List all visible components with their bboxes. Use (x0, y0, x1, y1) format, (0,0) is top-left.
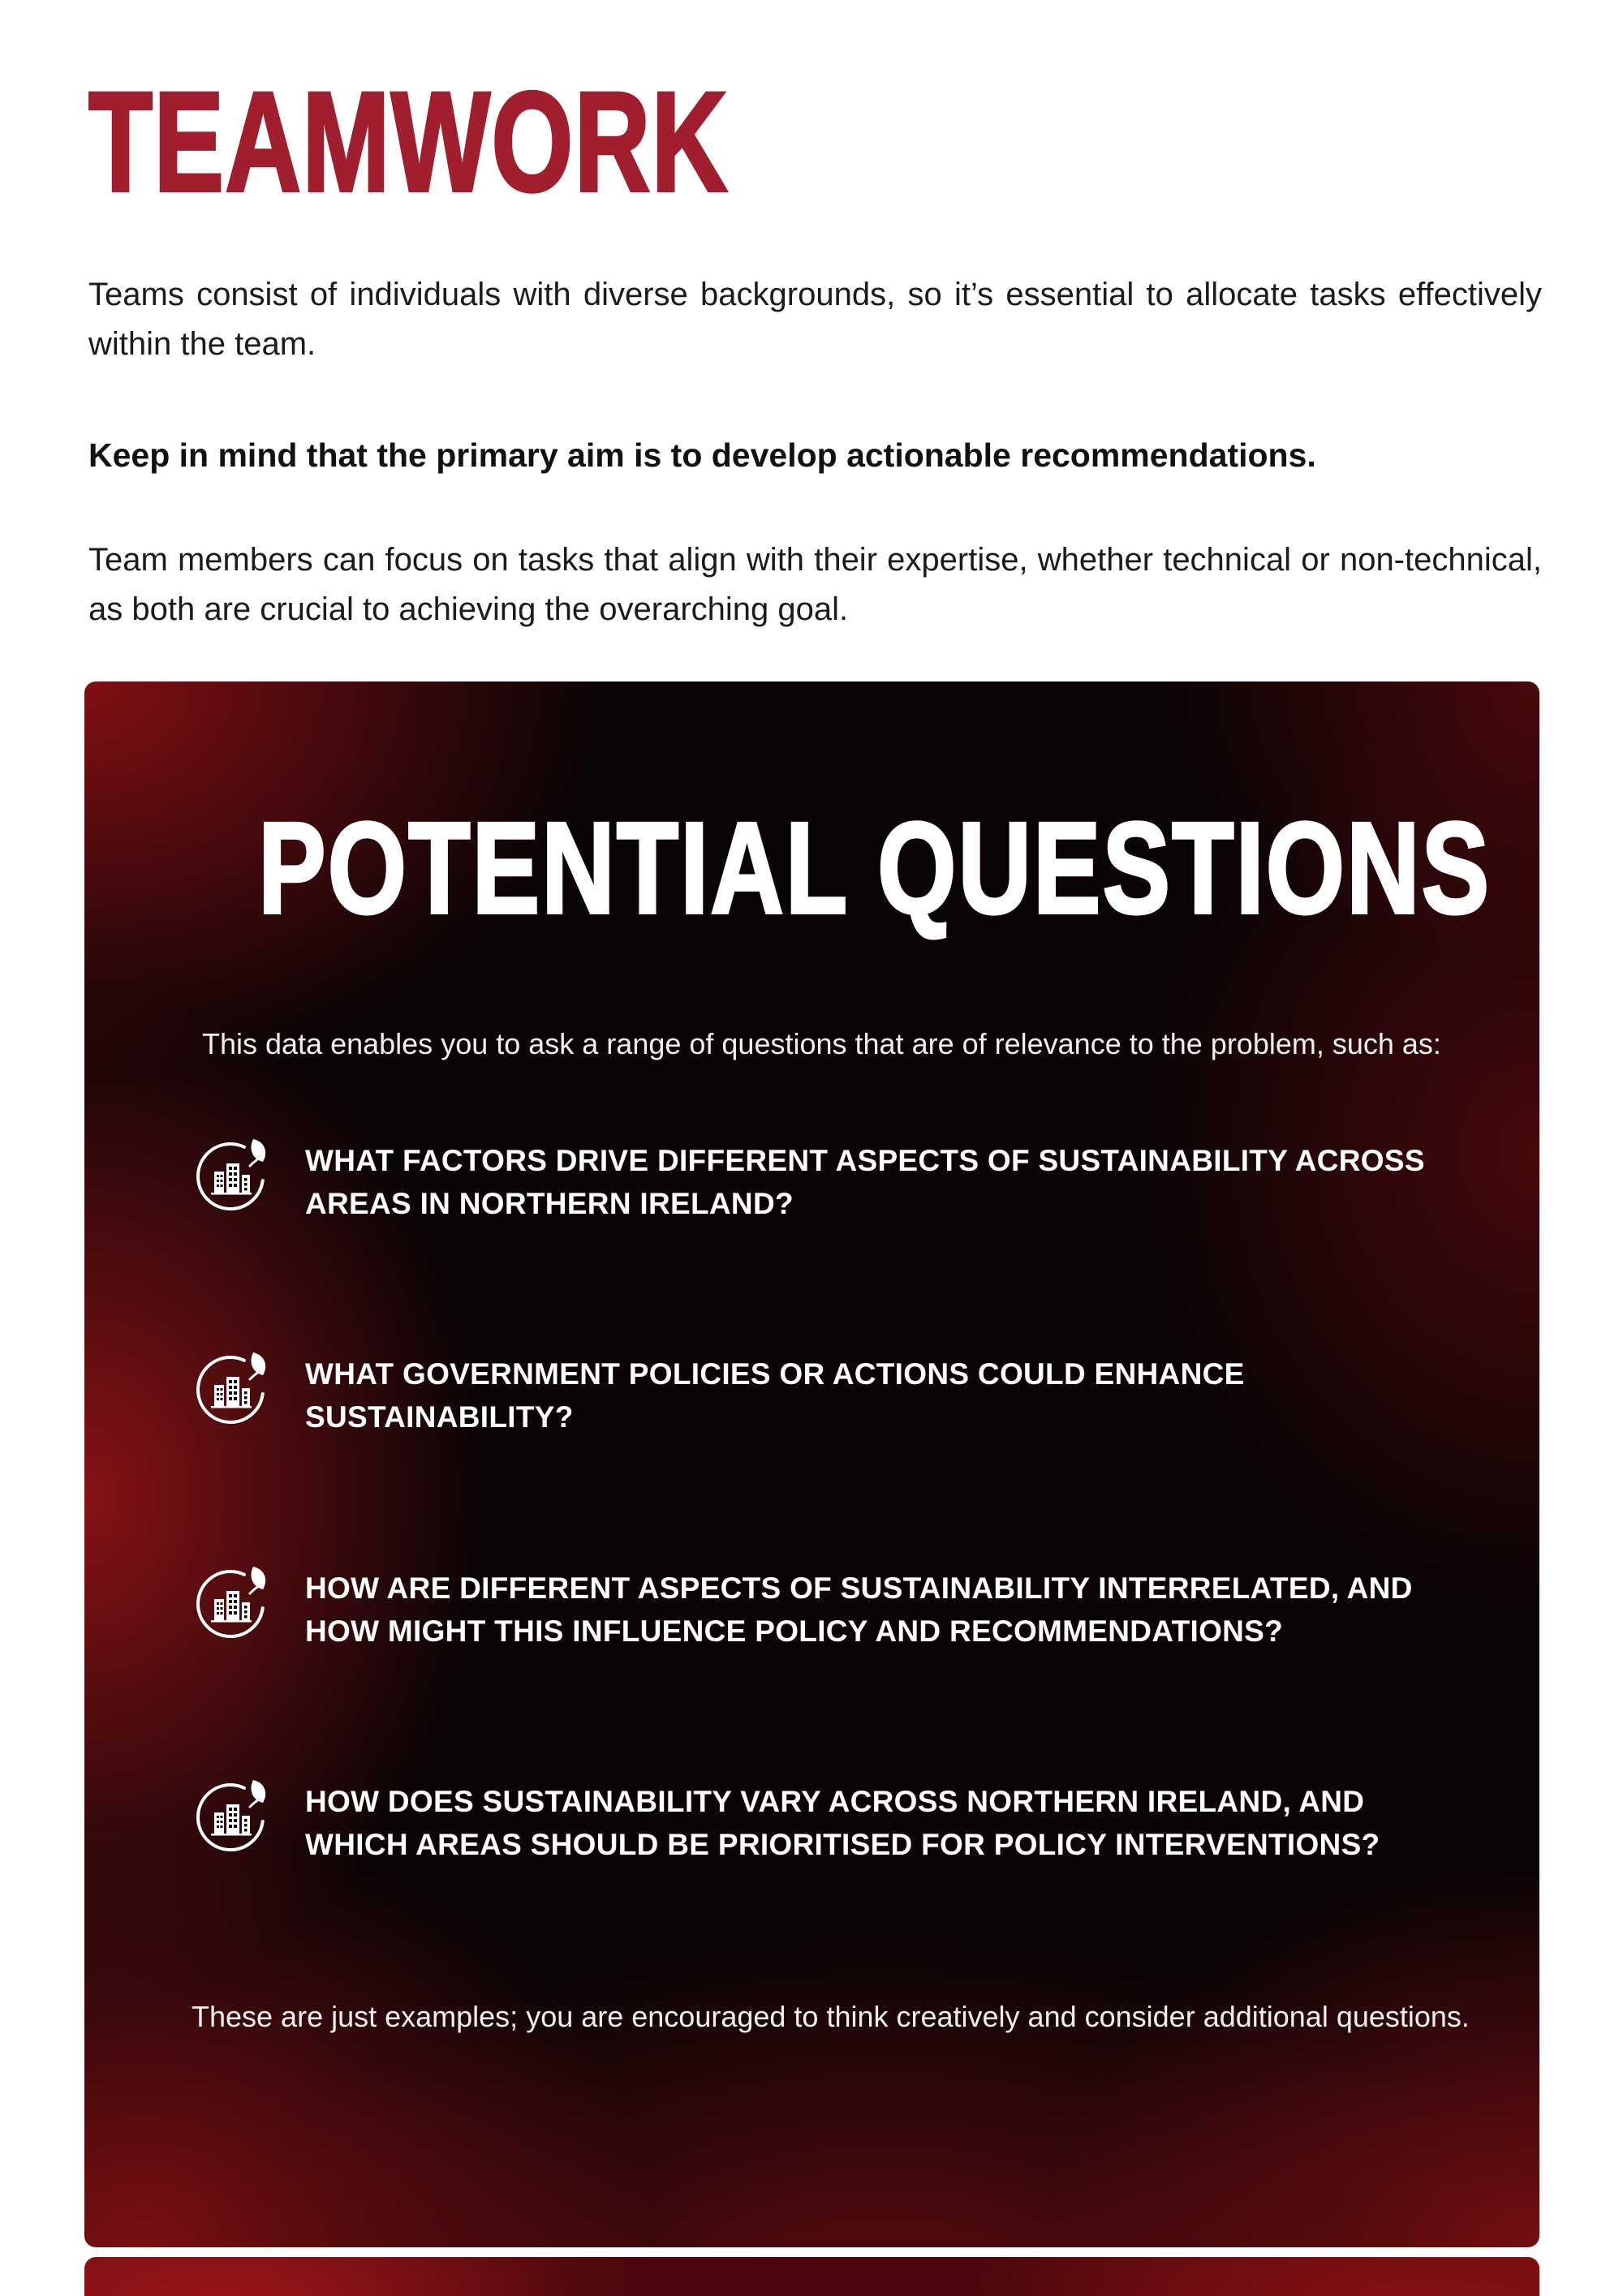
question-item (192, 1780, 1539, 1867)
emphasis-paragraph: Keep in mind that the primary aim is to develop actionable recommendations. (88, 436, 1316, 474)
card-title-text: POTENTIAL QUESTIONS (258, 794, 1492, 940)
question-item (192, 1567, 1539, 1653)
sustainable-city-icon (192, 1560, 273, 1641)
page-title-text: TEAMWORK (88, 63, 729, 221)
potential-questions-card (84, 681, 1539, 2247)
question-list (84, 1139, 1539, 1867)
question-text: WHAT GOVERNMENT POLICIES OR ACTIONS COULD ENHANCE SUSTAINABILITY? (305, 1357, 1245, 1434)
question-item (192, 1352, 1539, 1439)
card-intro-text: This data enables you to ask a range of questions that are of relevance to the problem, such as: (202, 1026, 1441, 1060)
card-outro-text: These are just examples; you are encouraged to think creatively and consider additional questions. (192, 1999, 1470, 2033)
question-item (192, 1139, 1539, 1226)
question-text: WHAT FACTORS DRIVE DIFFERENT ASPECTS OF SUSTAINABILITY ACROSS AREAS IN NORTHERN IRELAND? (305, 1143, 1425, 1220)
next-section-card-edge (84, 2257, 1539, 2296)
sustainable-city-icon (192, 1774, 273, 1855)
card-title (84, 794, 1539, 940)
question-text: HOW DOES SUSTAINABILITY VARY ACROSS NORTHERN IRELAND, AND WHICH AREAS SHOULD BE PRIORITISED FOR POLICY INTERVENTIONS? (305, 1785, 1380, 1862)
sustainable-city-icon (192, 1133, 273, 1214)
question-text: HOW ARE DIFFERENT ASPECTS OF SUSTAINABILITY INTERRELATED, AND HOW MIGHT THIS INFLUENCE POLICY AND RECOMMENDATIONS? (305, 1571, 1413, 1648)
page-title (88, 63, 1542, 221)
detail-paragraph: Team members can focus on tasks that align with their expertise, whether technical or non-technical, as both are crucial to achieving the overarching goal. (88, 541, 1542, 627)
intro-paragraph: Teams consist of individuals with diverse backgrounds, so it’s essential to allocate tasks effectively within the team. (88, 277, 1542, 362)
sustainable-city-icon (192, 1346, 273, 1427)
